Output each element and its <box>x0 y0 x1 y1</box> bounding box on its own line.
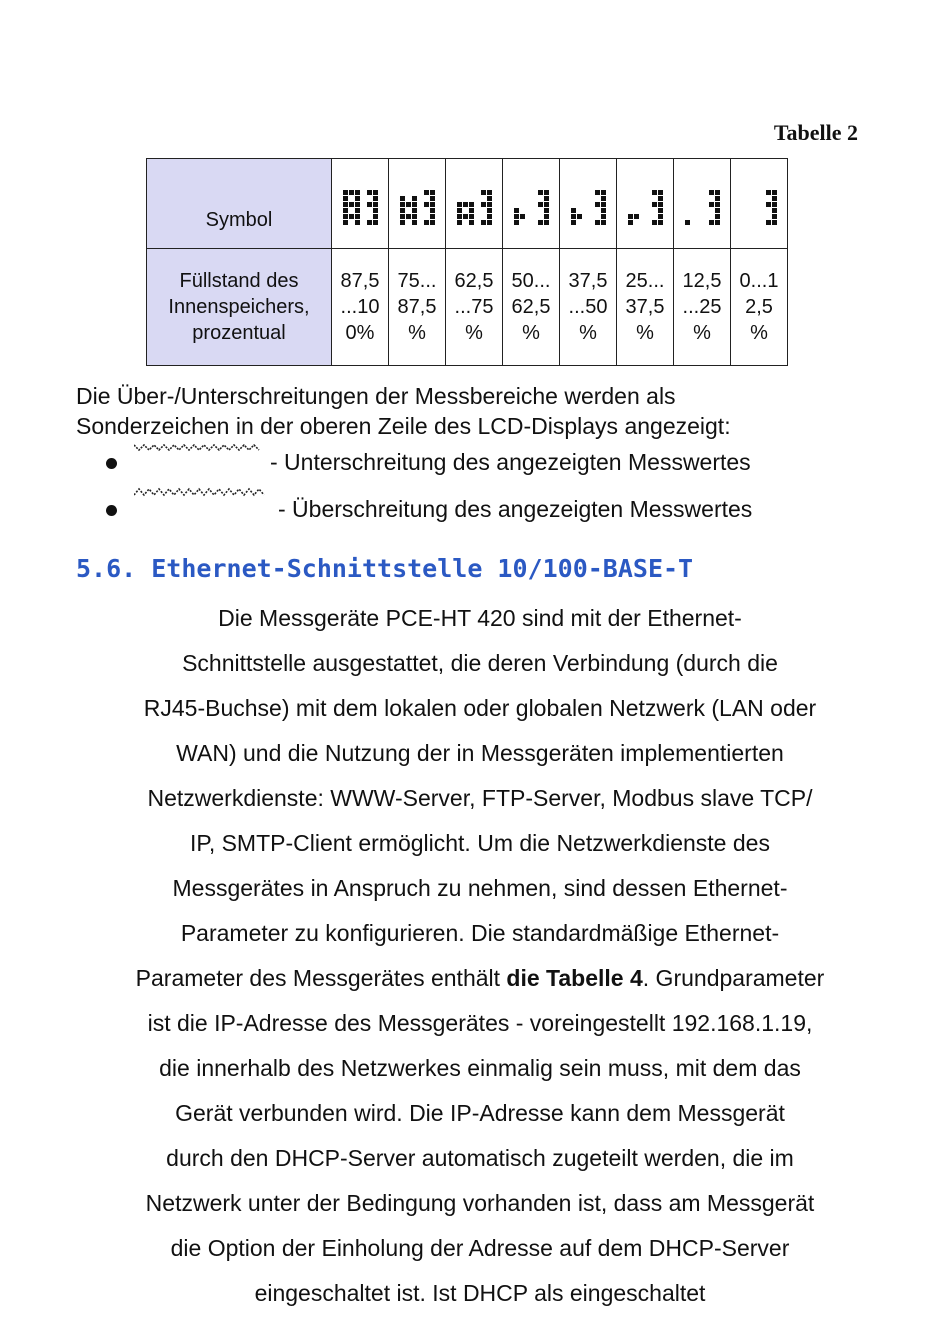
paragraph-line: Messgerätes in Anspruch zu nehmen, sind dessen Ethernet- <box>172 875 788 901</box>
symbol-cell <box>332 159 389 249</box>
fill-level-table <box>146 158 788 366</box>
bullet-underrange-text: - Unterschreitung des angezeigten Messwertes <box>270 449 751 475</box>
symbol-cell <box>560 159 617 249</box>
paragraph-line: eingeschaltet ist. Ist DHCP als eingeschaltet <box>254 1280 706 1306</box>
percent-cell: 37,5 ...50 % <box>560 249 617 366</box>
symbol-header: Symbol <box>147 159 332 249</box>
bullet-dot-icon <box>106 458 117 469</box>
paragraph-line: die innerhalb des Netzwerkes einmalig sein muss, mit dem das <box>159 1055 801 1081</box>
fill-level-2-icon <box>685 190 720 225</box>
paragraph-line: ist die IP-Adresse des Messgerätes - voreingestellt 192.168.1.19, <box>147 1010 813 1036</box>
percent-cell: 87,5 ...10 0% <box>332 249 389 366</box>
fill-level-1-icon <box>742 190 777 225</box>
paragraph-line: IP, SMTP-Client ermöglicht. Um die Netzwerkdienste des <box>190 830 770 856</box>
paragraph-line: WAN) und die Nutzung der in Messgeräten implementierten <box>176 740 784 766</box>
bullet-overrange-text: - Überschreitung des angezeigten Messwertes <box>278 496 753 522</box>
section-title: 5.6. Ethernet-Schnittstelle 10/100-BASE-T <box>76 554 694 583</box>
bullet-dot-icon <box>106 505 117 516</box>
paragraph-line: Die Messgeräte PCE-HT 420 sind mit der Ethernet- <box>218 605 742 631</box>
percent-header-line: prozentual <box>192 322 286 344</box>
body-paragraph <box>76 596 884 1316</box>
fill-level-3-icon <box>628 190 663 225</box>
fill-level-5-icon <box>514 190 549 225</box>
percent-header-line: Füllstand des <box>179 270 299 292</box>
percent-cell: 75... 87,5 % <box>389 249 446 366</box>
fill-level-7-icon <box>400 190 435 225</box>
percent-header-line: Innenspeichers, <box>168 296 310 318</box>
paragraph-text: . Grundparameter <box>642 965 825 991</box>
paragraph-line: RJ45-Buchse) mit dem lokalen oder globalen Netzwerk (LAN oder <box>143 695 817 721</box>
paragraph-line: Schnittstelle ausgestattet, die deren Verbindung (durch die <box>182 650 778 676</box>
symbol-cell <box>389 159 446 249</box>
symbol-cell <box>674 159 731 249</box>
symbol-row <box>147 159 788 249</box>
percent-row <box>147 249 788 366</box>
paragraph-line: Gerät verbunden wird. Die IP-Adresse kann dem Messgerät <box>175 1100 785 1126</box>
bullet-underrange <box>106 449 117 476</box>
percent-cell: 62,5 ...75 % <box>446 249 503 366</box>
table-reference: die Tabelle 4 <box>506 965 643 991</box>
intro-line: Die Über-/Unterschreitungen der Messbereiche werden als <box>76 383 676 409</box>
symbol-cell <box>503 159 560 249</box>
percent-cell: 0...1 2,5 % <box>731 249 788 366</box>
intro-text <box>76 381 731 441</box>
symbol-cell <box>731 159 788 249</box>
paragraph-line <box>76 956 884 1001</box>
paragraph-line: Parameter zu konfigurieren. Die standardmäßige Ethernet- <box>180 920 780 946</box>
paragraph-text: Parameter des Messgerätes enthält <box>135 965 507 991</box>
fill-level-8-icon <box>343 190 378 225</box>
percent-cell: 25... 37,5 % <box>617 249 674 366</box>
symbol-cell <box>617 159 674 249</box>
symbol-cell <box>446 159 503 249</box>
table-caption: Tabelle 2 <box>773 120 858 145</box>
percent-header <box>147 249 332 366</box>
paragraph-line: Netzwerk unter der Bedingung vorhanden ist, dass am Messgerät <box>145 1190 815 1216</box>
paragraph-line: durch den DHCP-Server automatisch zugeteilt werden, die im <box>166 1145 794 1171</box>
fill-level-4-icon <box>571 190 606 225</box>
underrange-symbol-icon <box>134 444 262 454</box>
paragraph-line: Netzwerkdienste: WWW-Server, FTP-Server, Modbus slave TCP/ <box>147 785 813 811</box>
bullet-overrange <box>106 496 117 523</box>
fill-level-6-icon <box>457 190 492 225</box>
overrange-symbol-icon <box>134 487 266 497</box>
percent-cell: 50... 62,5 % <box>503 249 560 366</box>
percent-cell: 12,5 ...25 % <box>674 249 731 366</box>
paragraph-line: die Option der Einholung der Adresse auf dem DHCP-Server <box>170 1235 790 1261</box>
intro-line: Sonderzeichen in der oberen Zeile des LCD-Displays angezeigt: <box>76 413 731 439</box>
